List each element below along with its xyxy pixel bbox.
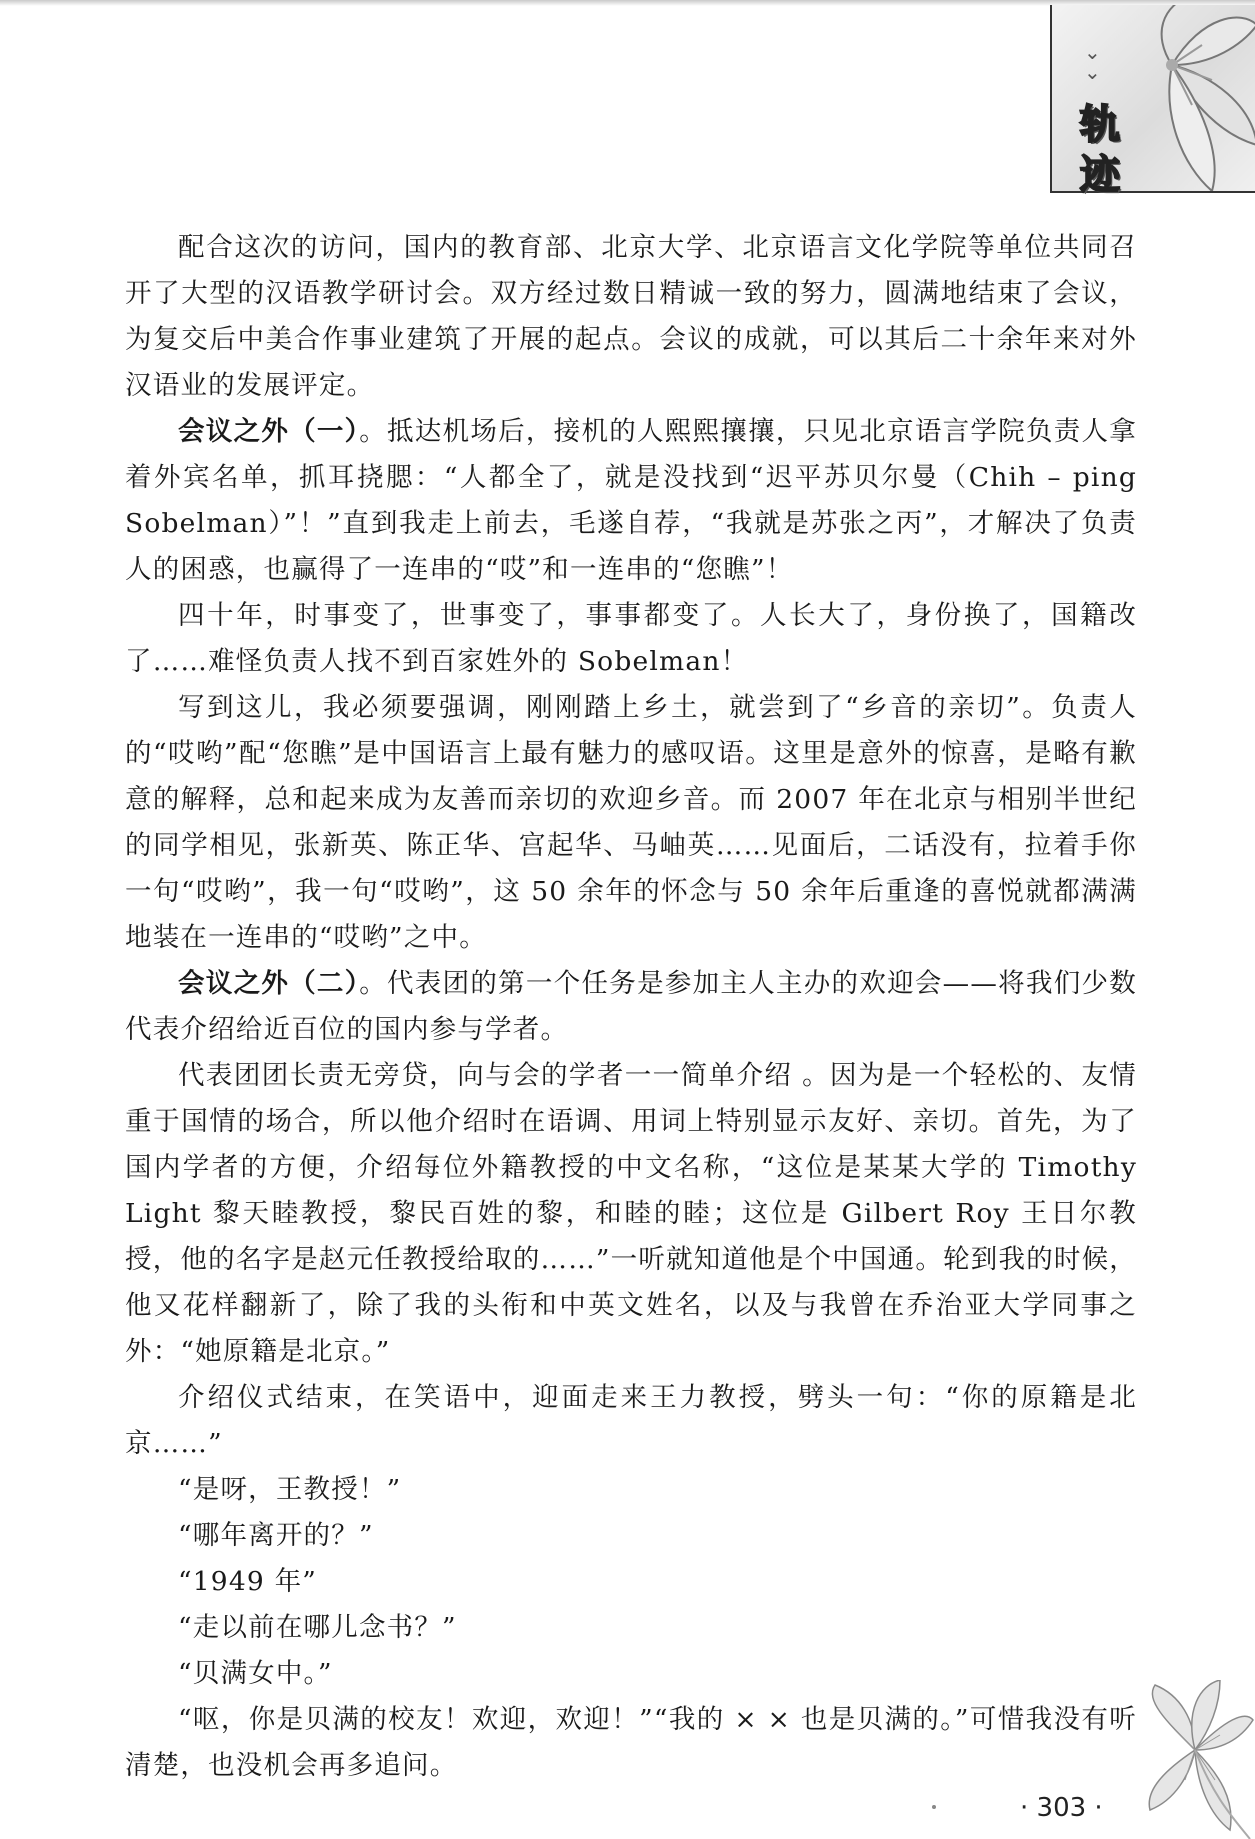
section-title-char: 轨 <box>1080 101 1120 148</box>
paragraph: 四十年，时事变了，世事变了，事事都变了。人长大了，身份换了，国籍改了……难怪负责人找不到百家姓外的 Sobelman！ <box>125 600 1137 677</box>
dialogue-line: “哪年离开的？” <box>178 1520 374 1551</box>
paragraph: 会议之外（一）。抵达机场后，接机的人熙熙攘攘，只见北京语言学院负责人拿着外宾名单，抓耳挠腮：“人都全了，就是没找到“迟平苏贝尔曼（Chih – ping Sobelman）”！”直到我走上前去，毛遂自荐，“我就是苏张之丙”，才解决了负责人的困惑，也赢得了一连串的“哎”和一连串的“您瞧”！ <box>125 416 1137 585</box>
section-title-char: 迹 <box>1080 151 1120 198</box>
scan-speck <box>932 1805 936 1809</box>
lily-flower-icon <box>1125 1680 1255 1839</box>
dialogue-line: “走以前在哪儿念书？” <box>178 1612 457 1643</box>
page-body <box>125 225 1137 1789</box>
paragraph: 写到这儿，我必须要强调，刚刚踏上乡土，就尝到了“乡音的亲切”。负责人的“哎哟”配“您瞧”是中国语言上最有魅力的感叹语。这里是意外的惊喜，是略有歉意的解释，总和起来成为友善而亲切的欢迎乡音。而 2007 年在北京与相别半世纪的同学相见，张新英、陈正华、宫起华、马岫英……见面后，二话没有，拉着手你一句“哎哟”，我一句“哎哟”，这 50 余年的怀念与 50 余年后重逢的喜悦就都满满地装在一连串的“哎哟”之中。 <box>125 692 1137 953</box>
chevron-down-icon: ⌄ <box>1084 40 1101 64</box>
paragraph: 代表团团长责无旁贷，向与会的学者一一简单介绍 。因为是一个轻松的、友情重于国情的场合，所以他介绍时在语调、用词上特别显示友好、亲切。首先，为了国内学者的方便，介绍每位外籍教授的中文名称，“这位是某某大学的 Timothy Light 黎天睦教授，黎民百姓的黎，和睦的睦；这位是 Gilbert Roy 王日尔教授，他的名字是赵元任教授给取的……”一听就知道他是个中国通。轮到我的时候，他又花样翻新了，除了我的头衔和中英文姓名，以及与我曾在乔治亚大学同事之外：“她原籍是北京。” <box>125 1060 1137 1367</box>
paragraph: 介绍仪式结束，在笑语中，迎面走来王力教授，劈头一句：“你的原籍是北京……” <box>125 1382 1137 1459</box>
paragraph-lead: 会议之外（一） <box>178 416 360 447</box>
paragraph: “呕，你是贝满的校友！欢迎，欢迎！”“我的 × × 也是贝满的。”可惜我没有听清楚，也没机会再多追问。 <box>125 1704 1137 1781</box>
dialogue-line: “1949 年” <box>178 1566 318 1597</box>
dialogue-line: “是呀，王教授！” <box>178 1474 402 1505</box>
chevron-down-icon: ⌄ <box>1084 60 1101 84</box>
paragraph: 会议之外（二）。代表团的第一个任务是参加主人主办的欢迎会——将我们少数代表介绍给近百位的国内参与学者。 <box>125 968 1137 1045</box>
page-number: · 303 · <box>1020 1793 1103 1823</box>
paragraph: 配合这次的访问，国内的教育部、北京大学、北京语言文化学院等单位共同召开了大型的汉语教学研讨会。双方经过数日精诚一致的努力，圆满地结束了会议，为复交后中美合作事业建筑了开展的起点。会议的成就，可以其后二十余年来对外汉语业的发展评定。 <box>125 232 1137 401</box>
dialogue-line: “贝满女中。” <box>178 1658 333 1689</box>
paragraph-lead: 会议之外（二） <box>178 968 360 999</box>
